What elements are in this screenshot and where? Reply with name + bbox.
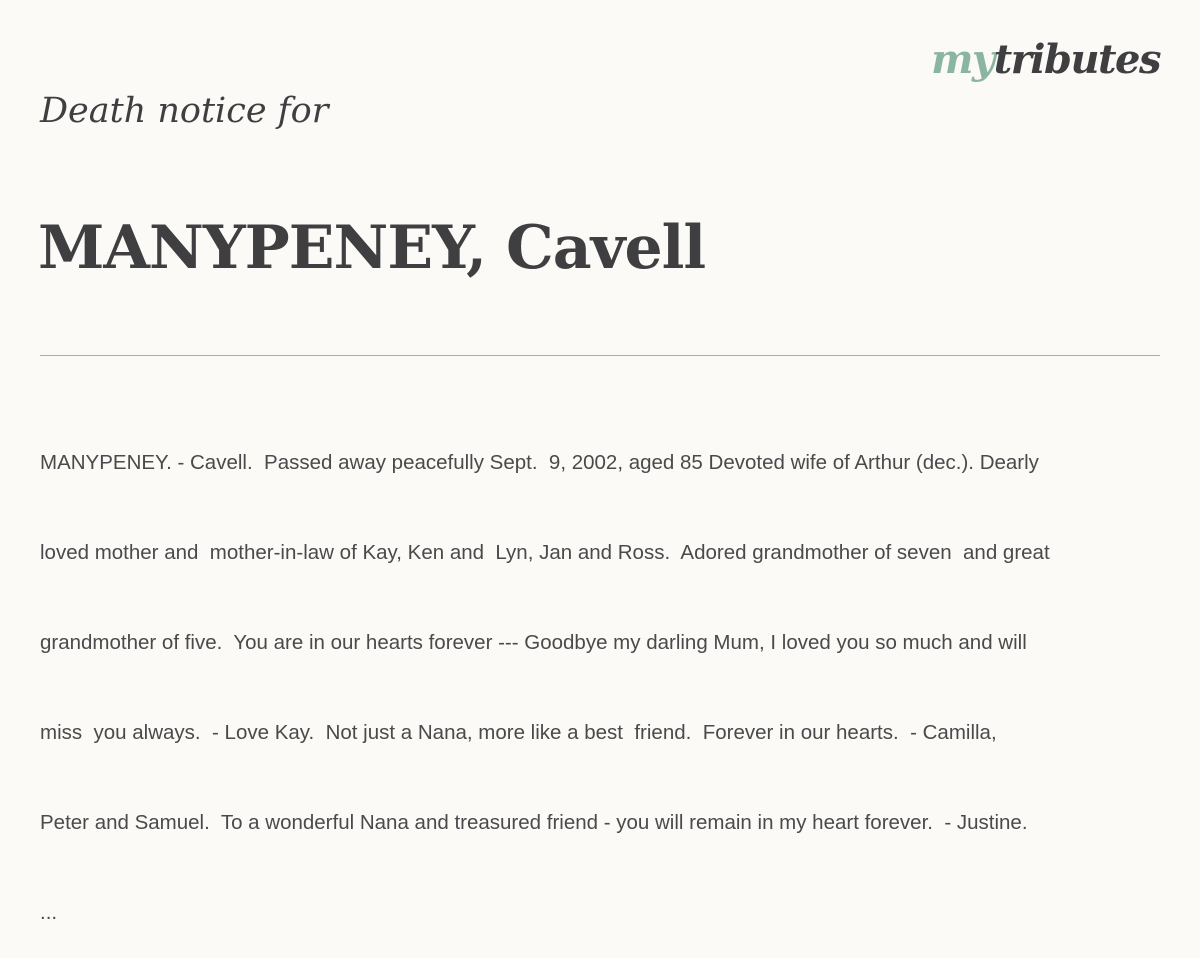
mytributes-logo[interactable] — [931, 34, 1160, 86]
deceased-name: MANYPENEY, Cavell — [38, 213, 706, 283]
notice-ellipsis: ... — [40, 901, 58, 924]
notice-line: grandmother of five. You are in our hearts forever --- Goodbye my darling Mum, I loved you so much and will — [40, 631, 1027, 654]
notice-line: miss you always. - Love Kay. Not just a Nana, more like a best friend. Forever in our hearts. - Camilla, — [40, 721, 997, 744]
logo-my-text: my — [931, 36, 994, 83]
notice-text — [40, 388, 1160, 958]
notice-line: MANYPENEY. - Cavell. Passed away peacefully Sept. 9, 2002, aged 85 Devoted wife of Arthur (dec.). Dearly — [40, 451, 1039, 474]
death-notice-intro: Death notice for — [40, 91, 329, 131]
notice-line: Peter and Samuel. To a wonderful Nana and treasured friend - you will remain in my heart forever. - Justine. — [40, 811, 1028, 834]
divider — [40, 355, 1160, 356]
logo-tributes-text: tributes — [993, 36, 1160, 83]
notice-line: loved mother and mother-in-law of Kay, Ken and Lyn, Jan and Ross. Adored grandmother of seven and great — [40, 541, 1050, 564]
